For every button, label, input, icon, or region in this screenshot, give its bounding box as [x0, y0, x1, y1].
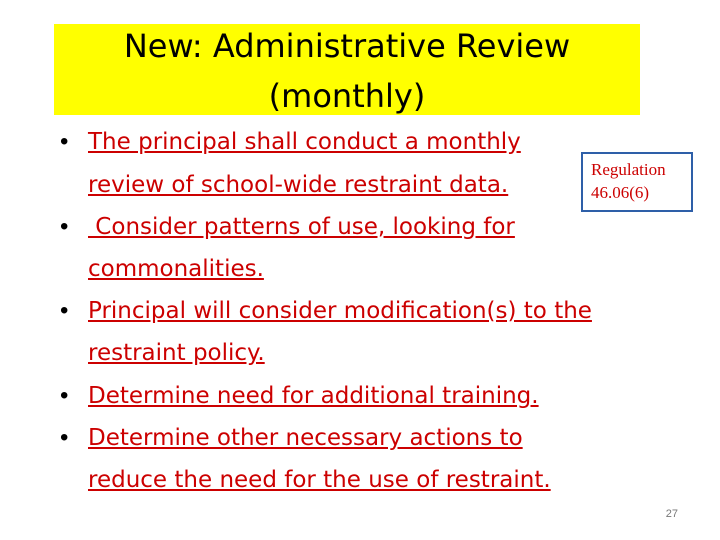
- bullet-1-line-2: review of school-wide restraint data.: [88, 172, 509, 198]
- regulation-callout: [581, 152, 693, 212]
- bullet-1-line-1: The principal shall conduct a monthly: [88, 129, 521, 155]
- title-banner: [54, 24, 640, 115]
- regulation-number: 46.06(6): [591, 183, 650, 202]
- bullet-2-line-1: Consider patterns of use, looking for: [88, 214, 515, 240]
- page-number: 27: [665, 508, 678, 520]
- bullet-dot-5: •: [60, 424, 69, 451]
- bullet-dot-4: •: [60, 382, 69, 409]
- slide-title-line-1: New: Administrative Review: [123, 27, 571, 65]
- bullet-dot-3: •: [60, 297, 69, 324]
- bullet-dot-1: •: [60, 128, 69, 155]
- bullet-4-line-1: Determine need for additional training.: [88, 383, 539, 409]
- slide-title-line-2: (monthly): [268, 77, 426, 115]
- bullet-5-line-2: reduce the need for the use of restraint.: [88, 467, 551, 493]
- regulation-label: Regulation: [591, 160, 666, 179]
- bullet-3-line-2: restraint policy.: [88, 340, 265, 366]
- bullet-5-line-1: Determine other necessary actions to: [88, 425, 523, 451]
- bullet-2-line-2: commonalities.: [88, 256, 264, 282]
- bullet-dot-2: •: [60, 213, 69, 240]
- bullet-3-line-1: Principal will consider modification(s) to the: [88, 298, 592, 324]
